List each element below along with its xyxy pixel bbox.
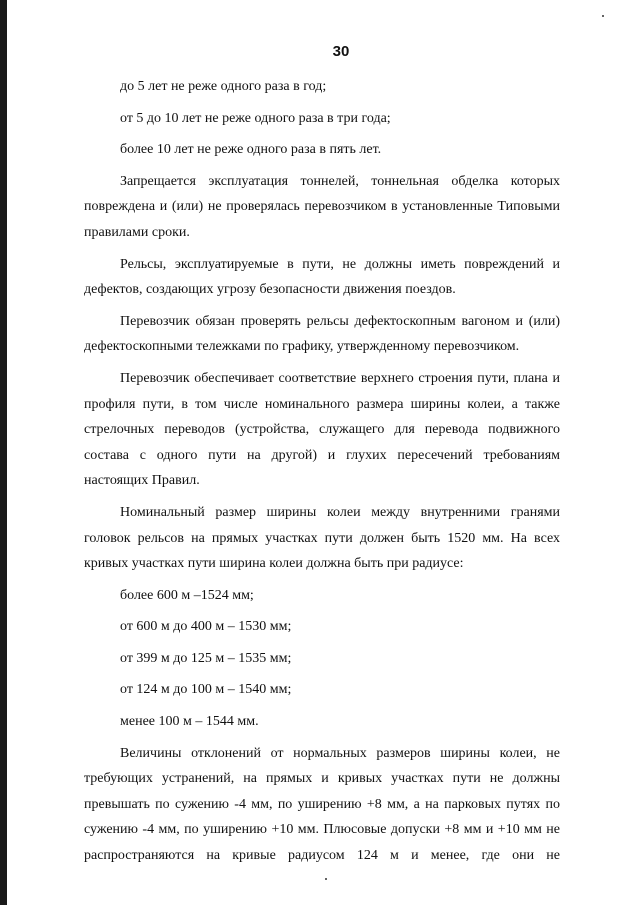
gauge-item: от 600 м до 400 м – 1530 мм; [120, 619, 292, 635]
paragraph-rails: Рельсы, эксплуатируемые в пути, не должны иметь повреждений и дефектов, создающих угрозу безопасности движения поездов. [84, 256, 560, 298]
paragraph-tunnels: Запрещается эксплуатация тоннелей, тоннельная обделка которых повреждена и (или) не проверялась перевозчиком в установленные Типовыми правилами сроки. [84, 173, 560, 240]
paragraph-deviations: Величины отклонений от нормальных размеров ширины колеи, не требующих устранений, на прямых и кривых участках пути не должны превышать по сужению -4 мм, по уширению +8 мм, а на парковых путях по сужению -4 мм, по уширению +10 мм. Плюсовые допуски +8 мм и +10 мм не распространяются на кривые радиусом 124 м и менее, где они не [84, 745, 560, 864]
intro-line-3: более 10 лет не реже одного раза в пять лет. [120, 142, 382, 158]
scan-speck [325, 878, 327, 880]
paragraph-gauge: Номинальный размер ширины колеи между внутренними гранями головок рельсов на прямых участках пути должен быть 1520 мм. На всех кривых участках пути ширина колеи должна быть при радиусе: [84, 504, 560, 572]
intro-line-2: от 5 до 10 лет не реже одного раза в три года; [120, 110, 391, 126]
scan-left-edge [0, 0, 7, 905]
gauge-item: более 600 м –1524 мм; [120, 587, 254, 603]
paragraph-inspection: Перевозчик обязан проверять рельсы дефектоскопным вагоном и (или) дефектоскопными тележками по графику, утвержденному перевозчиком. [84, 313, 560, 355]
page-number: 30 [332, 43, 350, 60]
gauge-item: менее 100 м – 1544 мм. [120, 714, 259, 730]
gauge-item: от 399 м до 125 м – 1535 мм; [120, 650, 292, 666]
document-body [84, 74, 560, 869]
intro-line-1: до 5 лет не реже одного раза в год; [120, 79, 327, 94]
gauge-item: от 124 м до 100 м – 1540 мм; [120, 682, 292, 698]
paragraph-track-structure: Перевозчик обеспечивает соответствие верхнего строения пути, плана и профиля пути, в том числе номинального размера ширины колеи, а также стрелочных переводов (устройства, служащего для перевода подвижного состава с одного пути на другой) и глухих пересечений требованиям настоящих Правил. [84, 370, 560, 489]
scan-speck [602, 15, 604, 17]
